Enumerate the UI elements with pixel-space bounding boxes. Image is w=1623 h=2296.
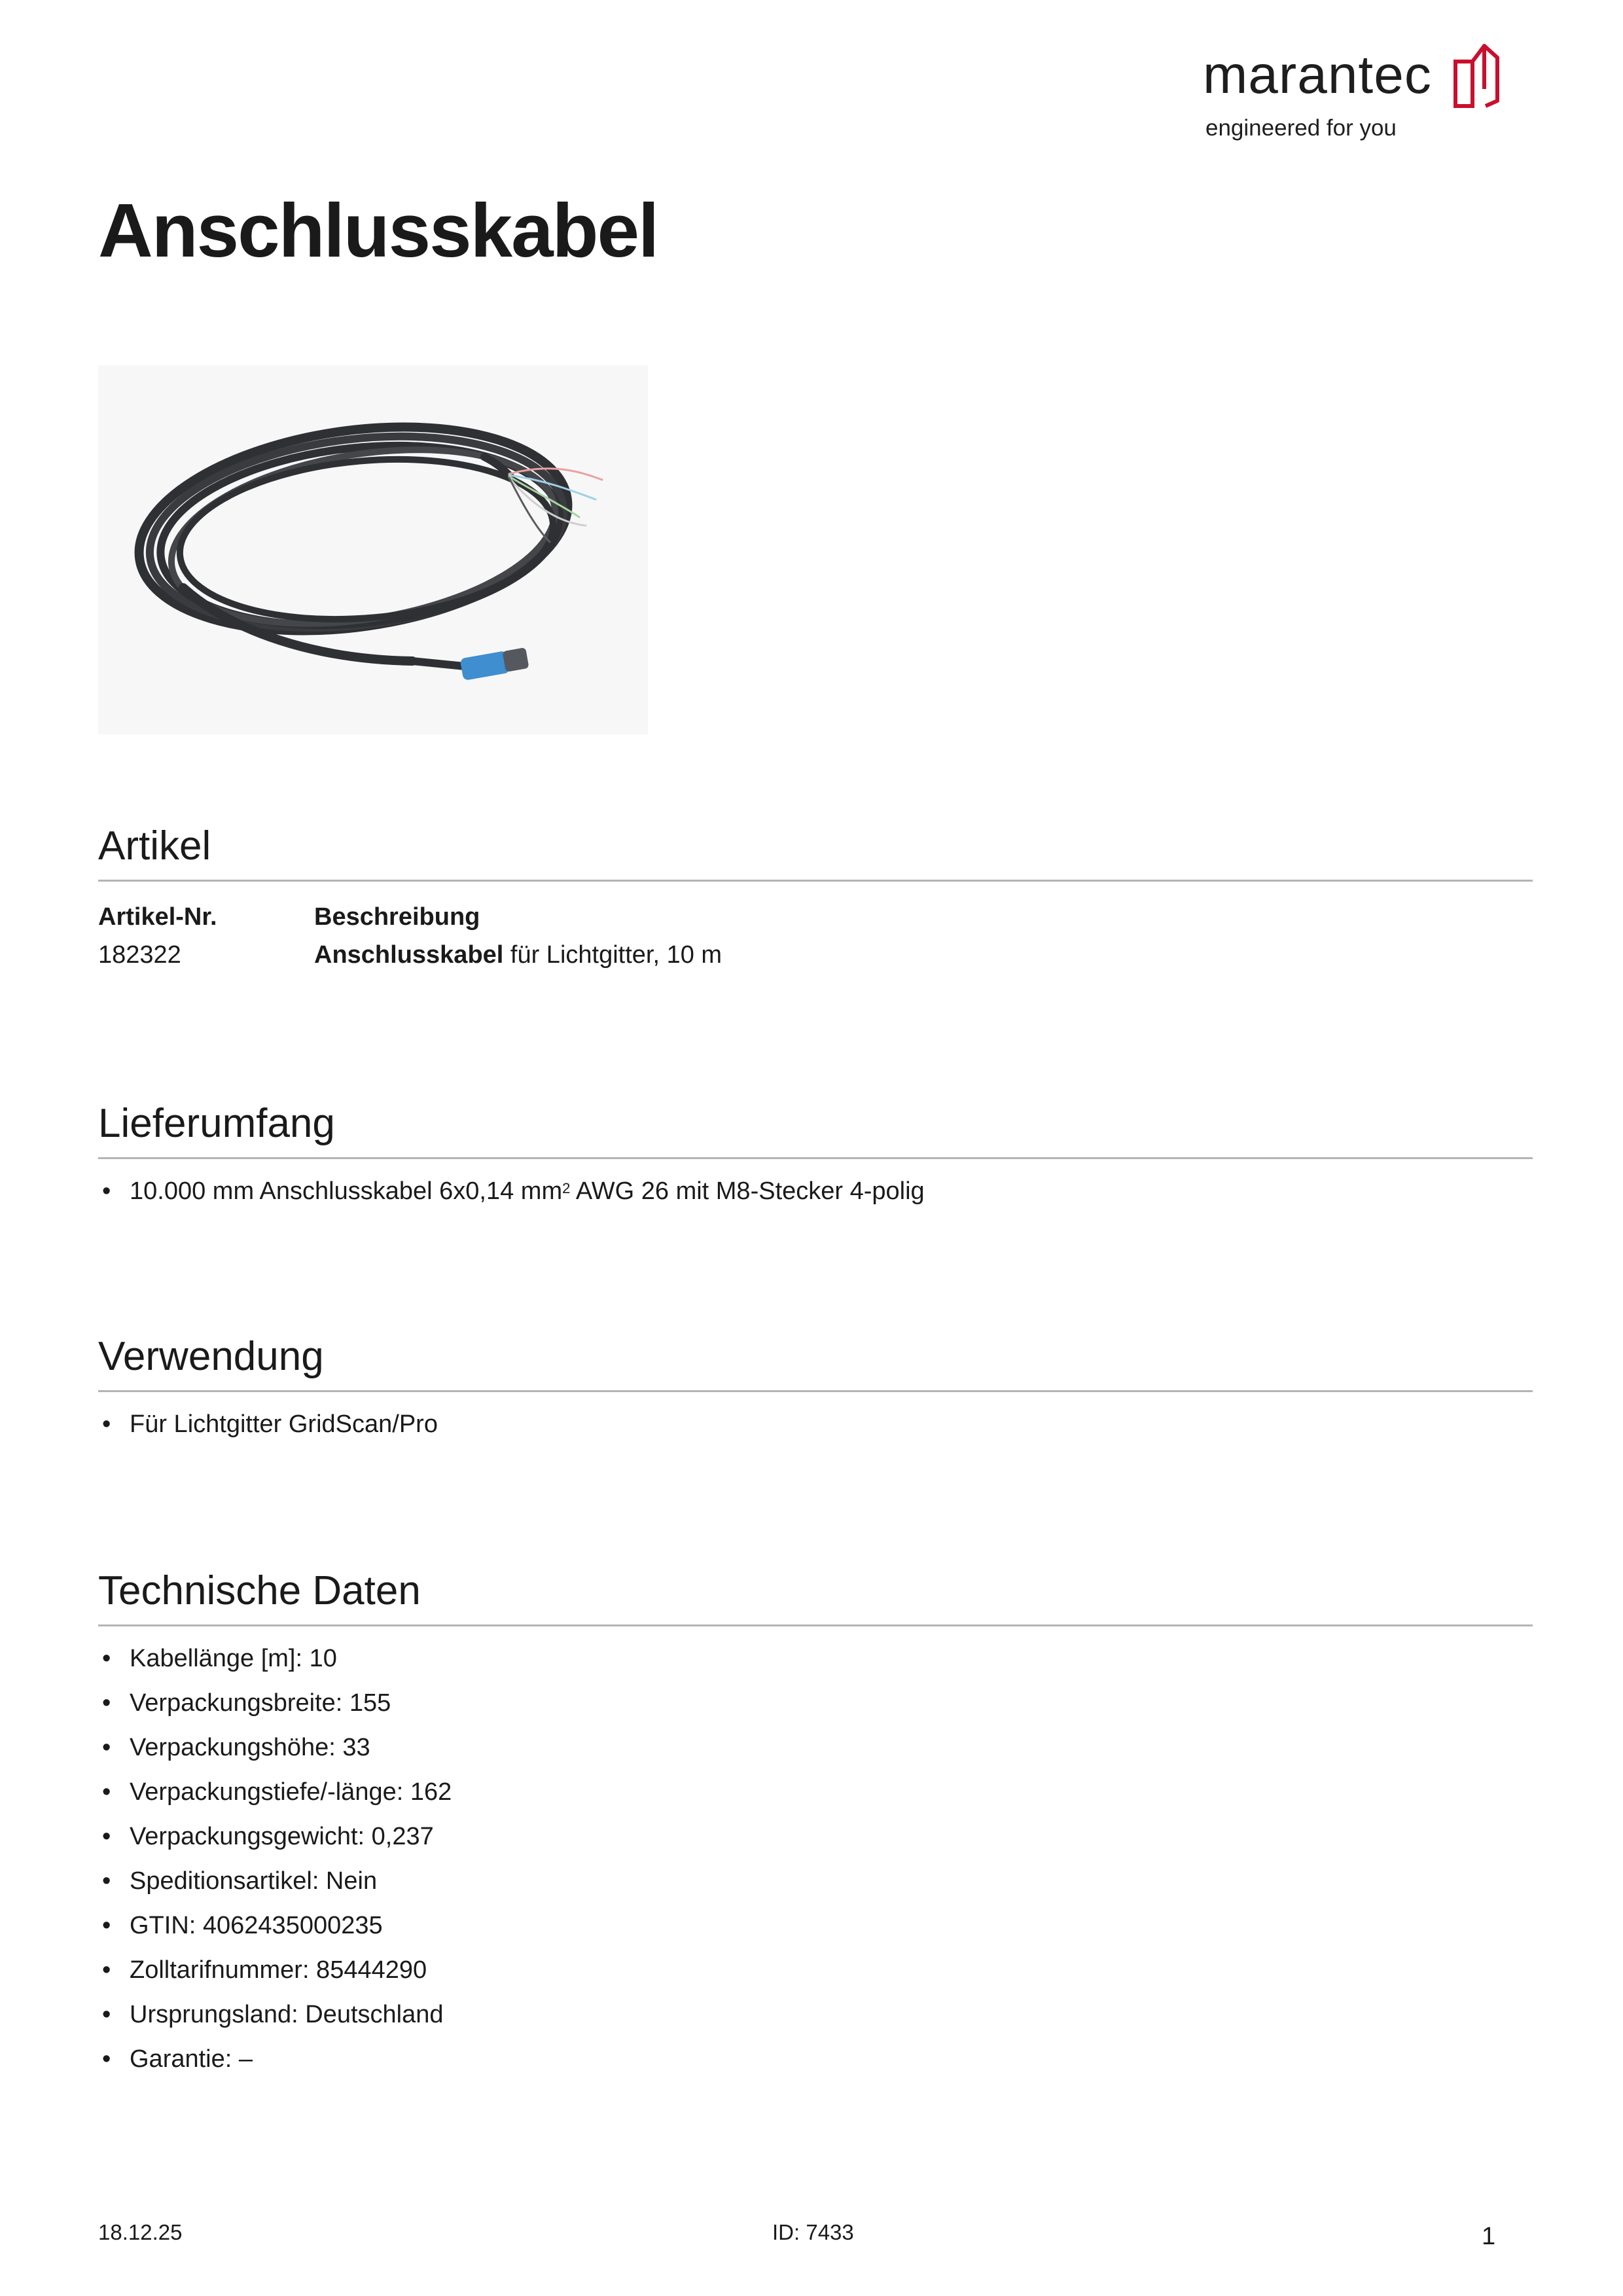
article-table bbox=[98, 898, 722, 974]
brand-name: marantec bbox=[1203, 45, 1432, 105]
column-header-article-nr: Artikel-Nr. bbox=[98, 903, 217, 931]
list-item bbox=[98, 1169, 925, 1213]
list-item: • Verpackungsgewicht: 0,237 bbox=[98, 1814, 452, 1859]
article-nr: 182322 bbox=[98, 941, 181, 969]
section-heading-verwendung: Verwendung bbox=[98, 1336, 1533, 1392]
product-photo bbox=[98, 365, 648, 734]
list-item: • Verpackungstiefe/-länge: 162 bbox=[98, 1770, 452, 1814]
list-item: • Speditionsartikel: Nein bbox=[98, 1859, 452, 1903]
m8-connector bbox=[460, 647, 529, 681]
list-item: • Verpackungshöhe: 33 bbox=[98, 1725, 452, 1770]
technische-daten-list bbox=[98, 1636, 452, 2081]
footer-date: 18.12.25 bbox=[98, 2220, 183, 2244]
connection-cable-product-photo bbox=[98, 365, 648, 734]
column-header-description: Beschreibung bbox=[314, 903, 480, 931]
superscript: 2 bbox=[562, 1180, 571, 1196]
footer-id: ID: 7433 bbox=[772, 2220, 854, 2244]
article-name: Anschlusskabel bbox=[314, 941, 504, 969]
page-title: Anschlusskabel bbox=[98, 188, 658, 273]
list-item: • GTIN: 4062435000235 bbox=[98, 1903, 452, 1948]
brand-tagline: engineered for you bbox=[1205, 115, 1397, 141]
list-item: • Verpackungsbreite: 155 bbox=[98, 1681, 452, 1725]
page-number: 1 bbox=[1482, 2223, 1496, 2250]
list-item: • Garantie: – bbox=[98, 2037, 452, 2081]
section-heading-artikel: Artikel bbox=[98, 826, 1533, 882]
list-item: • Für Lichtgitter GridScan/Pro bbox=[98, 1402, 438, 1446]
list-item-text: AWG 26 mit M8-Stecker 4-polig bbox=[570, 1177, 925, 1205]
brand-logo bbox=[1203, 43, 1504, 148]
list-item: • Kabellänge [m]: 10 bbox=[98, 1636, 452, 1681]
verwendung-list bbox=[98, 1402, 438, 1446]
list-item-text: 10.000 mm Anschlusskabel 6x0,14 mm bbox=[130, 1177, 563, 1205]
article-description bbox=[314, 936, 722, 974]
list-item: • Ursprungsland: Deutschland bbox=[98, 1992, 452, 2037]
article-table-header bbox=[98, 898, 722, 936]
marantec-logo-icon bbox=[1453, 43, 1500, 109]
section-heading-lieferumfang: Lieferumfang bbox=[98, 1103, 1533, 1159]
article-desc-text: für Lichtgitter, 10 m bbox=[503, 941, 722, 969]
lieferumfang-list bbox=[98, 1169, 925, 1213]
list-item: • Zolltarifnummer: 85444290 bbox=[98, 1948, 452, 1992]
table-row bbox=[98, 936, 722, 974]
section-heading-technische-daten: Technische Daten bbox=[98, 1571, 1533, 1626]
